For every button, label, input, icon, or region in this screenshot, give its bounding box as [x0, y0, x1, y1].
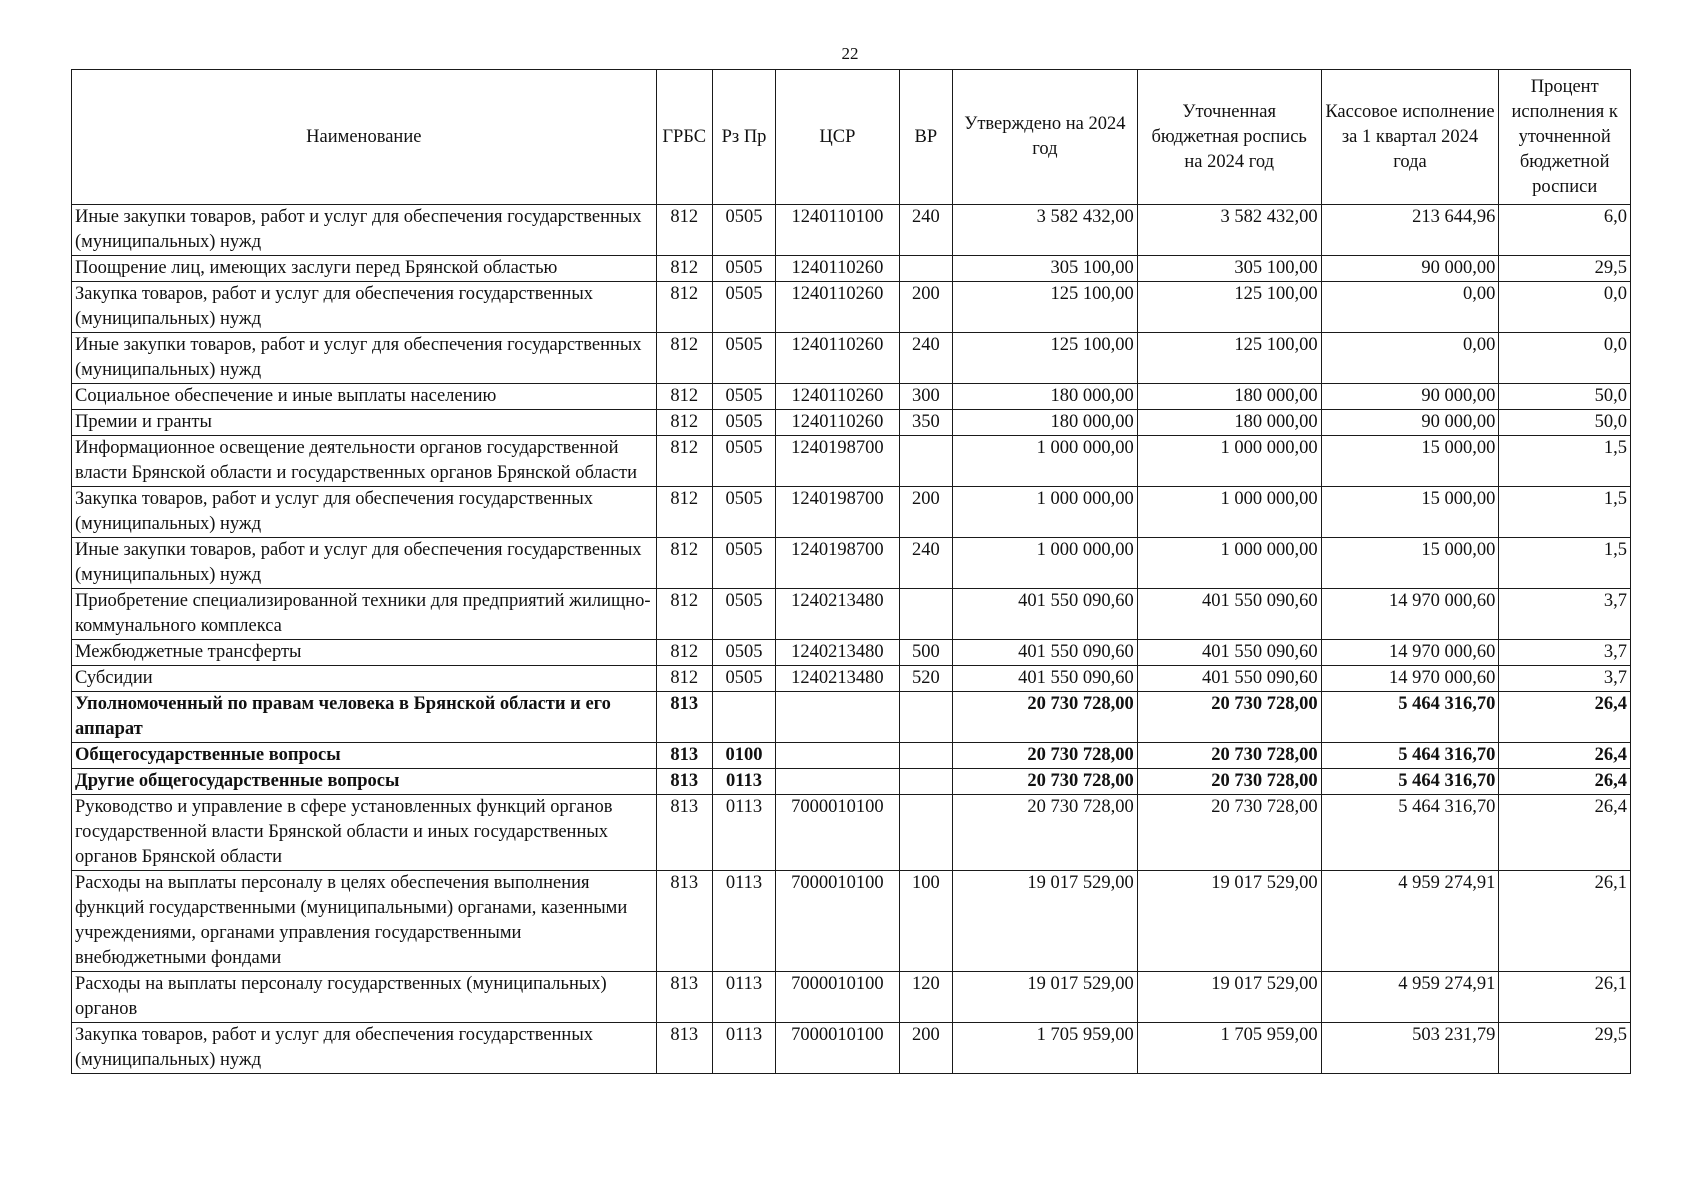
row-rzpr-cell — [712, 692, 775, 743]
row-approved-cell: 401 550 090,60 — [952, 640, 1137, 666]
row-name-cell: Расходы на выплаты персоналу государственных (муниципальных) органов — [72, 972, 657, 1023]
row-csr-cell: 1240213480 — [776, 589, 900, 640]
row-name-cell: Закупка товаров, работ и услуг для обеспечения государственных (муниципальных) нужд — [72, 282, 657, 333]
row-grbs-cell: 812 — [656, 436, 712, 487]
row-csr-cell: 7000010100 — [776, 1023, 900, 1074]
table-row — [72, 972, 1631, 1023]
table-body — [72, 205, 1631, 1074]
row-grbs-cell: 813 — [656, 1023, 712, 1074]
table-row — [72, 282, 1631, 333]
row-csr-cell — [776, 769, 900, 795]
row-vr-cell: 350 — [899, 410, 952, 436]
row-rzpr-cell: 0505 — [712, 256, 775, 282]
row-grbs-cell: 813 — [656, 692, 712, 743]
row-name-cell: Приобретение специализированной техники для предприятий жилищно-коммунального комплекса — [72, 589, 657, 640]
row-csr-cell: 1240110260 — [776, 333, 900, 384]
row-vr-cell — [899, 589, 952, 640]
row-percent-cell: 1,5 — [1499, 436, 1631, 487]
row-refined-cell: 1 000 000,00 — [1137, 538, 1321, 589]
table-row — [72, 871, 1631, 972]
row-cash-cell: 503 231,79 — [1321, 1023, 1499, 1074]
row-cash-cell: 0,00 — [1321, 282, 1499, 333]
row-percent-cell: 26,1 — [1499, 871, 1631, 972]
row-percent-cell: 3,7 — [1499, 640, 1631, 666]
row-percent-cell: 3,7 — [1499, 666, 1631, 692]
header-rzpr: Рз Пр — [712, 70, 775, 205]
row-refined-cell: 401 550 090,60 — [1137, 640, 1321, 666]
row-csr-cell: 7000010100 — [776, 972, 900, 1023]
row-refined-cell: 125 100,00 — [1137, 333, 1321, 384]
row-grbs-cell: 813 — [656, 871, 712, 972]
row-refined-cell: 3 582 432,00 — [1137, 205, 1321, 256]
table-row — [72, 538, 1631, 589]
table-row — [72, 640, 1631, 666]
row-cash-cell: 15 000,00 — [1321, 538, 1499, 589]
row-rzpr-cell: 0505 — [712, 538, 775, 589]
row-cash-cell: 213 644,96 — [1321, 205, 1499, 256]
row-vr-cell: 240 — [899, 333, 952, 384]
row-rzpr-cell: 0113 — [712, 972, 775, 1023]
row-cash-cell: 4 959 274,91 — [1321, 972, 1499, 1023]
row-name-cell: Премии и гранты — [72, 410, 657, 436]
row-cash-cell: 14 970 000,60 — [1321, 640, 1499, 666]
row-csr-cell: 1240213480 — [776, 640, 900, 666]
row-percent-cell: 29,5 — [1499, 256, 1631, 282]
row-name-cell: Другие общегосударственные вопросы — [72, 769, 657, 795]
table-row — [72, 769, 1631, 795]
table-row — [72, 333, 1631, 384]
row-rzpr-cell: 0505 — [712, 333, 775, 384]
row-percent-cell: 0,0 — [1499, 333, 1631, 384]
row-vr-cell: 100 — [899, 871, 952, 972]
row-rzpr-cell: 0113 — [712, 1023, 775, 1074]
row-percent-cell: 29,5 — [1499, 1023, 1631, 1074]
table-row — [72, 692, 1631, 743]
row-refined-cell: 20 730 728,00 — [1137, 795, 1321, 871]
row-refined-cell: 20 730 728,00 — [1137, 692, 1321, 743]
row-approved-cell: 1 705 959,00 — [952, 1023, 1137, 1074]
header-vr: ВР — [899, 70, 952, 205]
row-grbs-cell: 813 — [656, 795, 712, 871]
row-grbs-cell: 812 — [656, 487, 712, 538]
row-approved-cell: 1 000 000,00 — [952, 487, 1137, 538]
row-approved-cell: 180 000,00 — [952, 384, 1137, 410]
row-name-cell: Поощрение лиц, имеющих заслуги перед Брянской областью — [72, 256, 657, 282]
row-percent-cell: 26,1 — [1499, 972, 1631, 1023]
row-approved-cell: 125 100,00 — [952, 333, 1137, 384]
row-grbs-cell: 812 — [656, 256, 712, 282]
row-approved-cell: 19 017 529,00 — [952, 871, 1137, 972]
row-vr-cell — [899, 256, 952, 282]
row-refined-cell: 401 550 090,60 — [1137, 666, 1321, 692]
row-rzpr-cell: 0505 — [712, 436, 775, 487]
table-row — [72, 589, 1631, 640]
row-cash-cell: 15 000,00 — [1321, 436, 1499, 487]
table-row — [72, 743, 1631, 769]
row-approved-cell: 20 730 728,00 — [952, 795, 1137, 871]
row-csr-cell: 1240110260 — [776, 256, 900, 282]
row-csr-cell: 1240198700 — [776, 538, 900, 589]
row-grbs-cell: 812 — [656, 205, 712, 256]
row-percent-cell: 50,0 — [1499, 410, 1631, 436]
row-name-cell: Иные закупки товаров, работ и услуг для обеспечения государственных (муниципальных) нужд — [72, 205, 657, 256]
row-approved-cell: 1 000 000,00 — [952, 436, 1137, 487]
row-grbs-cell: 813 — [656, 972, 712, 1023]
row-percent-cell: 26,4 — [1499, 769, 1631, 795]
row-approved-cell: 401 550 090,60 — [952, 589, 1137, 640]
row-cash-cell: 90 000,00 — [1321, 384, 1499, 410]
row-csr-cell: 1240213480 — [776, 666, 900, 692]
row-cash-cell: 5 464 316,70 — [1321, 795, 1499, 871]
row-rzpr-cell: 0505 — [712, 640, 775, 666]
row-name-cell: Субсидии — [72, 666, 657, 692]
table-row — [72, 256, 1631, 282]
row-approved-cell: 180 000,00 — [952, 410, 1137, 436]
row-approved-cell: 20 730 728,00 — [952, 692, 1137, 743]
row-cash-cell: 14 970 000,60 — [1321, 666, 1499, 692]
row-percent-cell: 3,7 — [1499, 589, 1631, 640]
row-cash-cell: 5 464 316,70 — [1321, 692, 1499, 743]
row-rzpr-cell: 0505 — [712, 205, 775, 256]
row-percent-cell: 0,0 — [1499, 282, 1631, 333]
row-approved-cell: 401 550 090,60 — [952, 666, 1137, 692]
row-refined-cell: 20 730 728,00 — [1137, 743, 1321, 769]
row-csr-cell: 1240198700 — [776, 436, 900, 487]
row-refined-cell: 180 000,00 — [1137, 384, 1321, 410]
header-percent: Процент исполнения к уточненной бюджетной росписи — [1499, 70, 1631, 205]
table-header — [72, 70, 1631, 205]
row-percent-cell: 26,4 — [1499, 743, 1631, 769]
row-grbs-cell: 813 — [656, 743, 712, 769]
row-cash-cell: 0,00 — [1321, 333, 1499, 384]
row-vr-cell — [899, 795, 952, 871]
row-csr-cell — [776, 743, 900, 769]
row-vr-cell: 240 — [899, 538, 952, 589]
row-name-cell: Социальное обеспечение и иные выплаты населению — [72, 384, 657, 410]
row-grbs-cell: 812 — [656, 384, 712, 410]
row-rzpr-cell: 0505 — [712, 666, 775, 692]
row-name-cell: Закупка товаров, работ и услуг для обеспечения государственных (муниципальных) нужд — [72, 487, 657, 538]
row-vr-cell: 300 — [899, 384, 952, 410]
header-grbs: ГРБС — [656, 70, 712, 205]
row-percent-cell: 1,5 — [1499, 538, 1631, 589]
row-rzpr-cell: 0113 — [712, 871, 775, 972]
table-row — [72, 205, 1631, 256]
row-name-cell: Уполномоченный по правам человека в Брянской области и его аппарат — [72, 692, 657, 743]
row-refined-cell: 1 705 959,00 — [1137, 1023, 1321, 1074]
row-refined-cell: 401 550 090,60 — [1137, 589, 1321, 640]
table-row — [72, 487, 1631, 538]
row-name-cell: Информационное освещение деятельности органов государственной власти Брянской области и государственных органов Брянской области — [72, 436, 657, 487]
row-rzpr-cell: 0505 — [712, 410, 775, 436]
row-name-cell: Иные закупки товаров, работ и услуг для обеспечения государственных (муниципальных) нужд — [72, 333, 657, 384]
row-vr-cell — [899, 436, 952, 487]
row-approved-cell: 305 100,00 — [952, 256, 1137, 282]
row-csr-cell: 1240198700 — [776, 487, 900, 538]
row-vr-cell: 200 — [899, 282, 952, 333]
row-grbs-cell: 812 — [656, 666, 712, 692]
budget-table — [71, 69, 1631, 1074]
row-approved-cell: 20 730 728,00 — [952, 769, 1137, 795]
table-row — [72, 795, 1631, 871]
table-row — [72, 666, 1631, 692]
row-refined-cell: 305 100,00 — [1137, 256, 1321, 282]
header-cash: Кассовое исполнение за 1 квартал 2024 года — [1321, 70, 1499, 205]
row-vr-cell: 200 — [899, 487, 952, 538]
row-refined-cell: 19 017 529,00 — [1137, 871, 1321, 972]
row-name-cell: Руководство и управление в сфере установленных функций органов государственной власти Брянской области и иных государственных органов Брянской области — [72, 795, 657, 871]
row-cash-cell: 5 464 316,70 — [1321, 743, 1499, 769]
row-approved-cell: 20 730 728,00 — [952, 743, 1137, 769]
row-csr-cell — [776, 692, 900, 743]
row-approved-cell: 19 017 529,00 — [952, 972, 1137, 1023]
row-percent-cell: 1,5 — [1499, 487, 1631, 538]
header-name: Наименование — [72, 70, 657, 205]
row-name-cell: Расходы на выплаты персоналу в целях обеспечения выполнения функций государственными (муниципальными) органами, казенными учреждениями, органами управления государственными внебюджетными фондами — [72, 871, 657, 972]
row-rzpr-cell: 0100 — [712, 743, 775, 769]
row-rzpr-cell: 0113 — [712, 795, 775, 871]
row-csr-cell: 1240110260 — [776, 384, 900, 410]
row-grbs-cell: 812 — [656, 589, 712, 640]
row-vr-cell: 120 — [899, 972, 952, 1023]
page-number: 22 — [841, 44, 859, 63]
row-vr-cell — [899, 769, 952, 795]
row-grbs-cell: 812 — [656, 410, 712, 436]
row-percent-cell: 50,0 — [1499, 384, 1631, 410]
row-name-cell: Общегосударственные вопросы — [72, 743, 657, 769]
row-cash-cell: 90 000,00 — [1321, 256, 1499, 282]
row-refined-cell: 1 000 000,00 — [1137, 436, 1321, 487]
row-percent-cell: 26,4 — [1499, 795, 1631, 871]
row-rzpr-cell: 0113 — [712, 769, 775, 795]
table-row — [72, 384, 1631, 410]
row-refined-cell: 180 000,00 — [1137, 410, 1321, 436]
row-name-cell: Иные закупки товаров, работ и услуг для обеспечения государственных (муниципальных) нужд — [72, 538, 657, 589]
row-refined-cell: 20 730 728,00 — [1137, 769, 1321, 795]
row-refined-cell: 125 100,00 — [1137, 282, 1321, 333]
row-grbs-cell: 812 — [656, 333, 712, 384]
row-approved-cell: 1 000 000,00 — [952, 538, 1137, 589]
table-row — [72, 436, 1631, 487]
row-percent-cell: 6,0 — [1499, 205, 1631, 256]
row-vr-cell: 500 — [899, 640, 952, 666]
row-cash-cell: 14 970 000,60 — [1321, 589, 1499, 640]
row-vr-cell: 520 — [899, 666, 952, 692]
row-csr-cell: 7000010100 — [776, 795, 900, 871]
row-vr-cell — [899, 692, 952, 743]
row-vr-cell: 240 — [899, 205, 952, 256]
row-csr-cell: 1240110260 — [776, 410, 900, 436]
row-approved-cell: 3 582 432,00 — [952, 205, 1137, 256]
row-grbs-cell: 812 — [656, 640, 712, 666]
table-row — [72, 1023, 1631, 1074]
row-cash-cell: 4 959 274,91 — [1321, 871, 1499, 972]
row-name-cell: Закупка товаров, работ и услуг для обеспечения государственных (муниципальных) нужд — [72, 1023, 657, 1074]
row-vr-cell — [899, 743, 952, 769]
header-csr: ЦСР — [776, 70, 900, 205]
row-refined-cell: 19 017 529,00 — [1137, 972, 1321, 1023]
row-grbs-cell: 813 — [656, 769, 712, 795]
row-grbs-cell: 812 — [656, 282, 712, 333]
row-csr-cell: 7000010100 — [776, 871, 900, 972]
row-vr-cell: 200 — [899, 1023, 952, 1074]
row-rzpr-cell: 0505 — [712, 282, 775, 333]
row-percent-cell: 26,4 — [1499, 692, 1631, 743]
header-refined: Уточненная бюджетная роспись на 2024 год — [1137, 70, 1321, 205]
table-row — [72, 410, 1631, 436]
row-refined-cell: 1 000 000,00 — [1137, 487, 1321, 538]
row-rzpr-cell: 0505 — [712, 487, 775, 538]
row-rzpr-cell: 0505 — [712, 589, 775, 640]
row-rzpr-cell: 0505 — [712, 384, 775, 410]
row-name-cell: Межбюджетные трансферты — [72, 640, 657, 666]
row-approved-cell: 125 100,00 — [952, 282, 1137, 333]
row-cash-cell: 90 000,00 — [1321, 410, 1499, 436]
row-cash-cell: 5 464 316,70 — [1321, 769, 1499, 795]
row-csr-cell: 1240110100 — [776, 205, 900, 256]
header-approved: Утверждено на 2024 год — [952, 70, 1137, 205]
row-cash-cell: 15 000,00 — [1321, 487, 1499, 538]
row-csr-cell: 1240110260 — [776, 282, 900, 333]
row-grbs-cell: 812 — [656, 538, 712, 589]
